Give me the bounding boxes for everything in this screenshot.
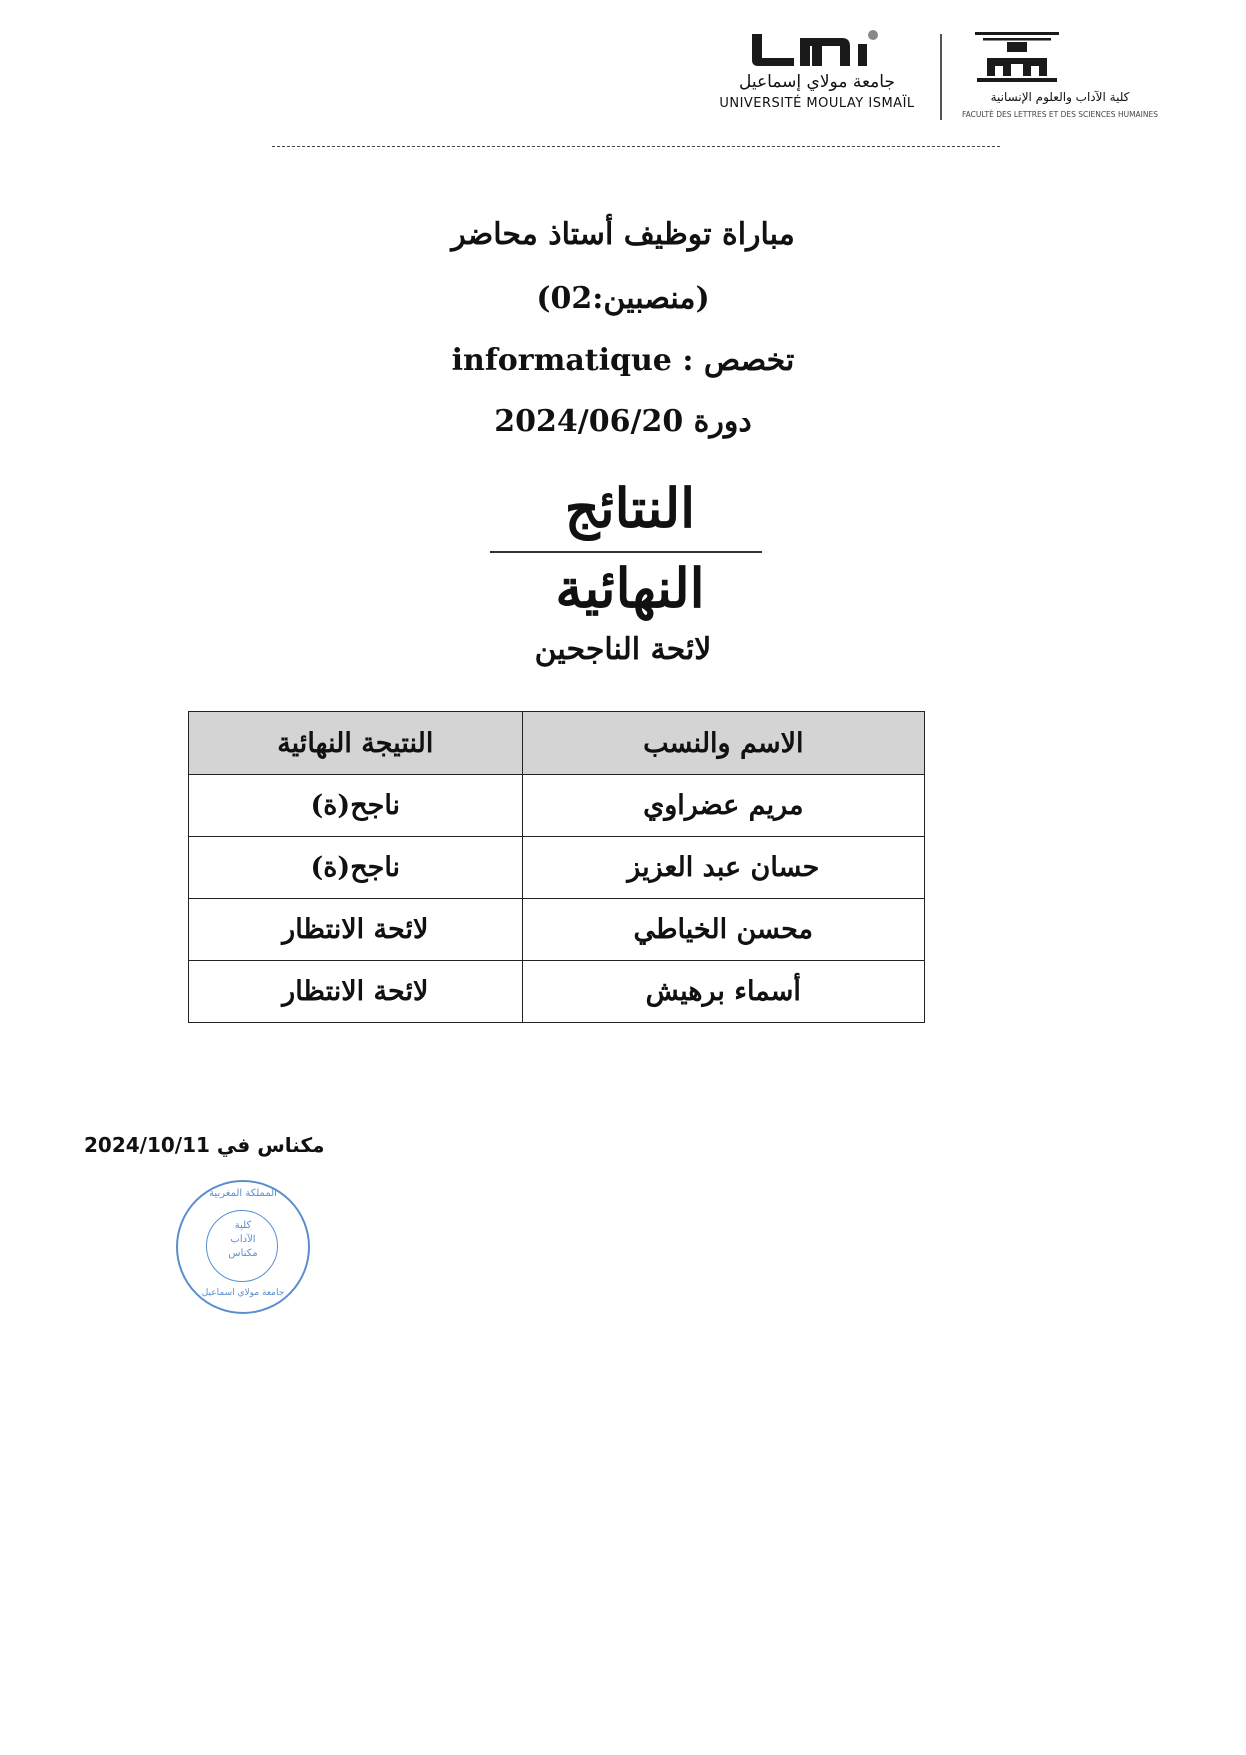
competition-title: مباراة توظيف أستاذ محاضر <box>451 217 795 252</box>
place-and-date <box>84 1133 324 1157</box>
candidate-result: لائحة الانتظار <box>189 899 523 961</box>
final-results-heading: النتائج النهائية <box>555 476 705 620</box>
column-header-name: الاسم والنسب <box>522 712 924 775</box>
table-row <box>189 899 925 961</box>
table-row <box>189 837 925 899</box>
specialty-label: تخصص <box>703 343 795 378</box>
candidate-result: ناجح(ة) <box>189 837 523 899</box>
positions-count: (منصبين:02) <box>536 281 710 316</box>
header-dashed-rule <box>272 146 1000 147</box>
specialty-value: informatique <box>451 343 672 378</box>
successful-list-title: لائحة الناجحين <box>534 632 712 667</box>
session-line <box>0 404 1246 439</box>
candidate-name: أسماء برهيش <box>522 961 924 1023</box>
faculty-logo <box>955 28 1165 128</box>
stamp-line-1: كلية <box>234 1220 252 1231</box>
table-header-row <box>189 712 925 775</box>
stamp-top-text: المملكة المغربية <box>209 1188 277 1199</box>
table-row <box>189 961 925 1023</box>
faculty-building-icon <box>973 28 1061 84</box>
official-stamp <box>176 1180 310 1314</box>
place-label: مكناس في <box>216 1133 325 1157</box>
candidate-result: لائحة الانتظار <box>189 961 523 1023</box>
candidate-name: حسان عبد العزيز <box>522 837 924 899</box>
stamp-bottom-text: جامعة مولاي اسماعيل <box>201 1288 285 1298</box>
column-header-result: النتيجة النهائية <box>189 712 523 775</box>
session-label: دورة <box>693 404 752 439</box>
specialty-separator: : <box>671 343 704 378</box>
umi-arabic-name: جامعة مولاي إسماعيل <box>739 72 895 92</box>
umi-logo-mark <box>742 28 902 70</box>
specialty-line <box>0 343 1246 378</box>
session-date: 2024/06/20 <box>494 404 684 439</box>
candidate-name: محسن الخياطي <box>522 899 924 961</box>
candidate-name: مريم عضراوي <box>522 775 924 837</box>
faculty-french-name: FACULTÉ DES LETTRES ET DES SCIENCES HUMAINES <box>962 110 1158 119</box>
umi-french-name: UNIVERSITÉ MOULAY ISMAÏL <box>719 96 915 111</box>
header-divider <box>940 34 942 120</box>
stamp-line-3: مكناس <box>228 1248 258 1259</box>
umi-logo <box>712 28 922 123</box>
letterhead <box>0 0 1246 150</box>
results-table <box>188 711 925 1023</box>
issue-date: 2024/10/11 <box>84 1133 210 1157</box>
stamp-line-2: الآداب <box>230 1234 256 1245</box>
candidate-result: ناجح(ة) <box>189 775 523 837</box>
heading-underline <box>490 551 762 553</box>
faculty-arabic-name: كلية الآداب والعلوم الإنسانية <box>990 90 1130 104</box>
table-row <box>189 775 925 837</box>
